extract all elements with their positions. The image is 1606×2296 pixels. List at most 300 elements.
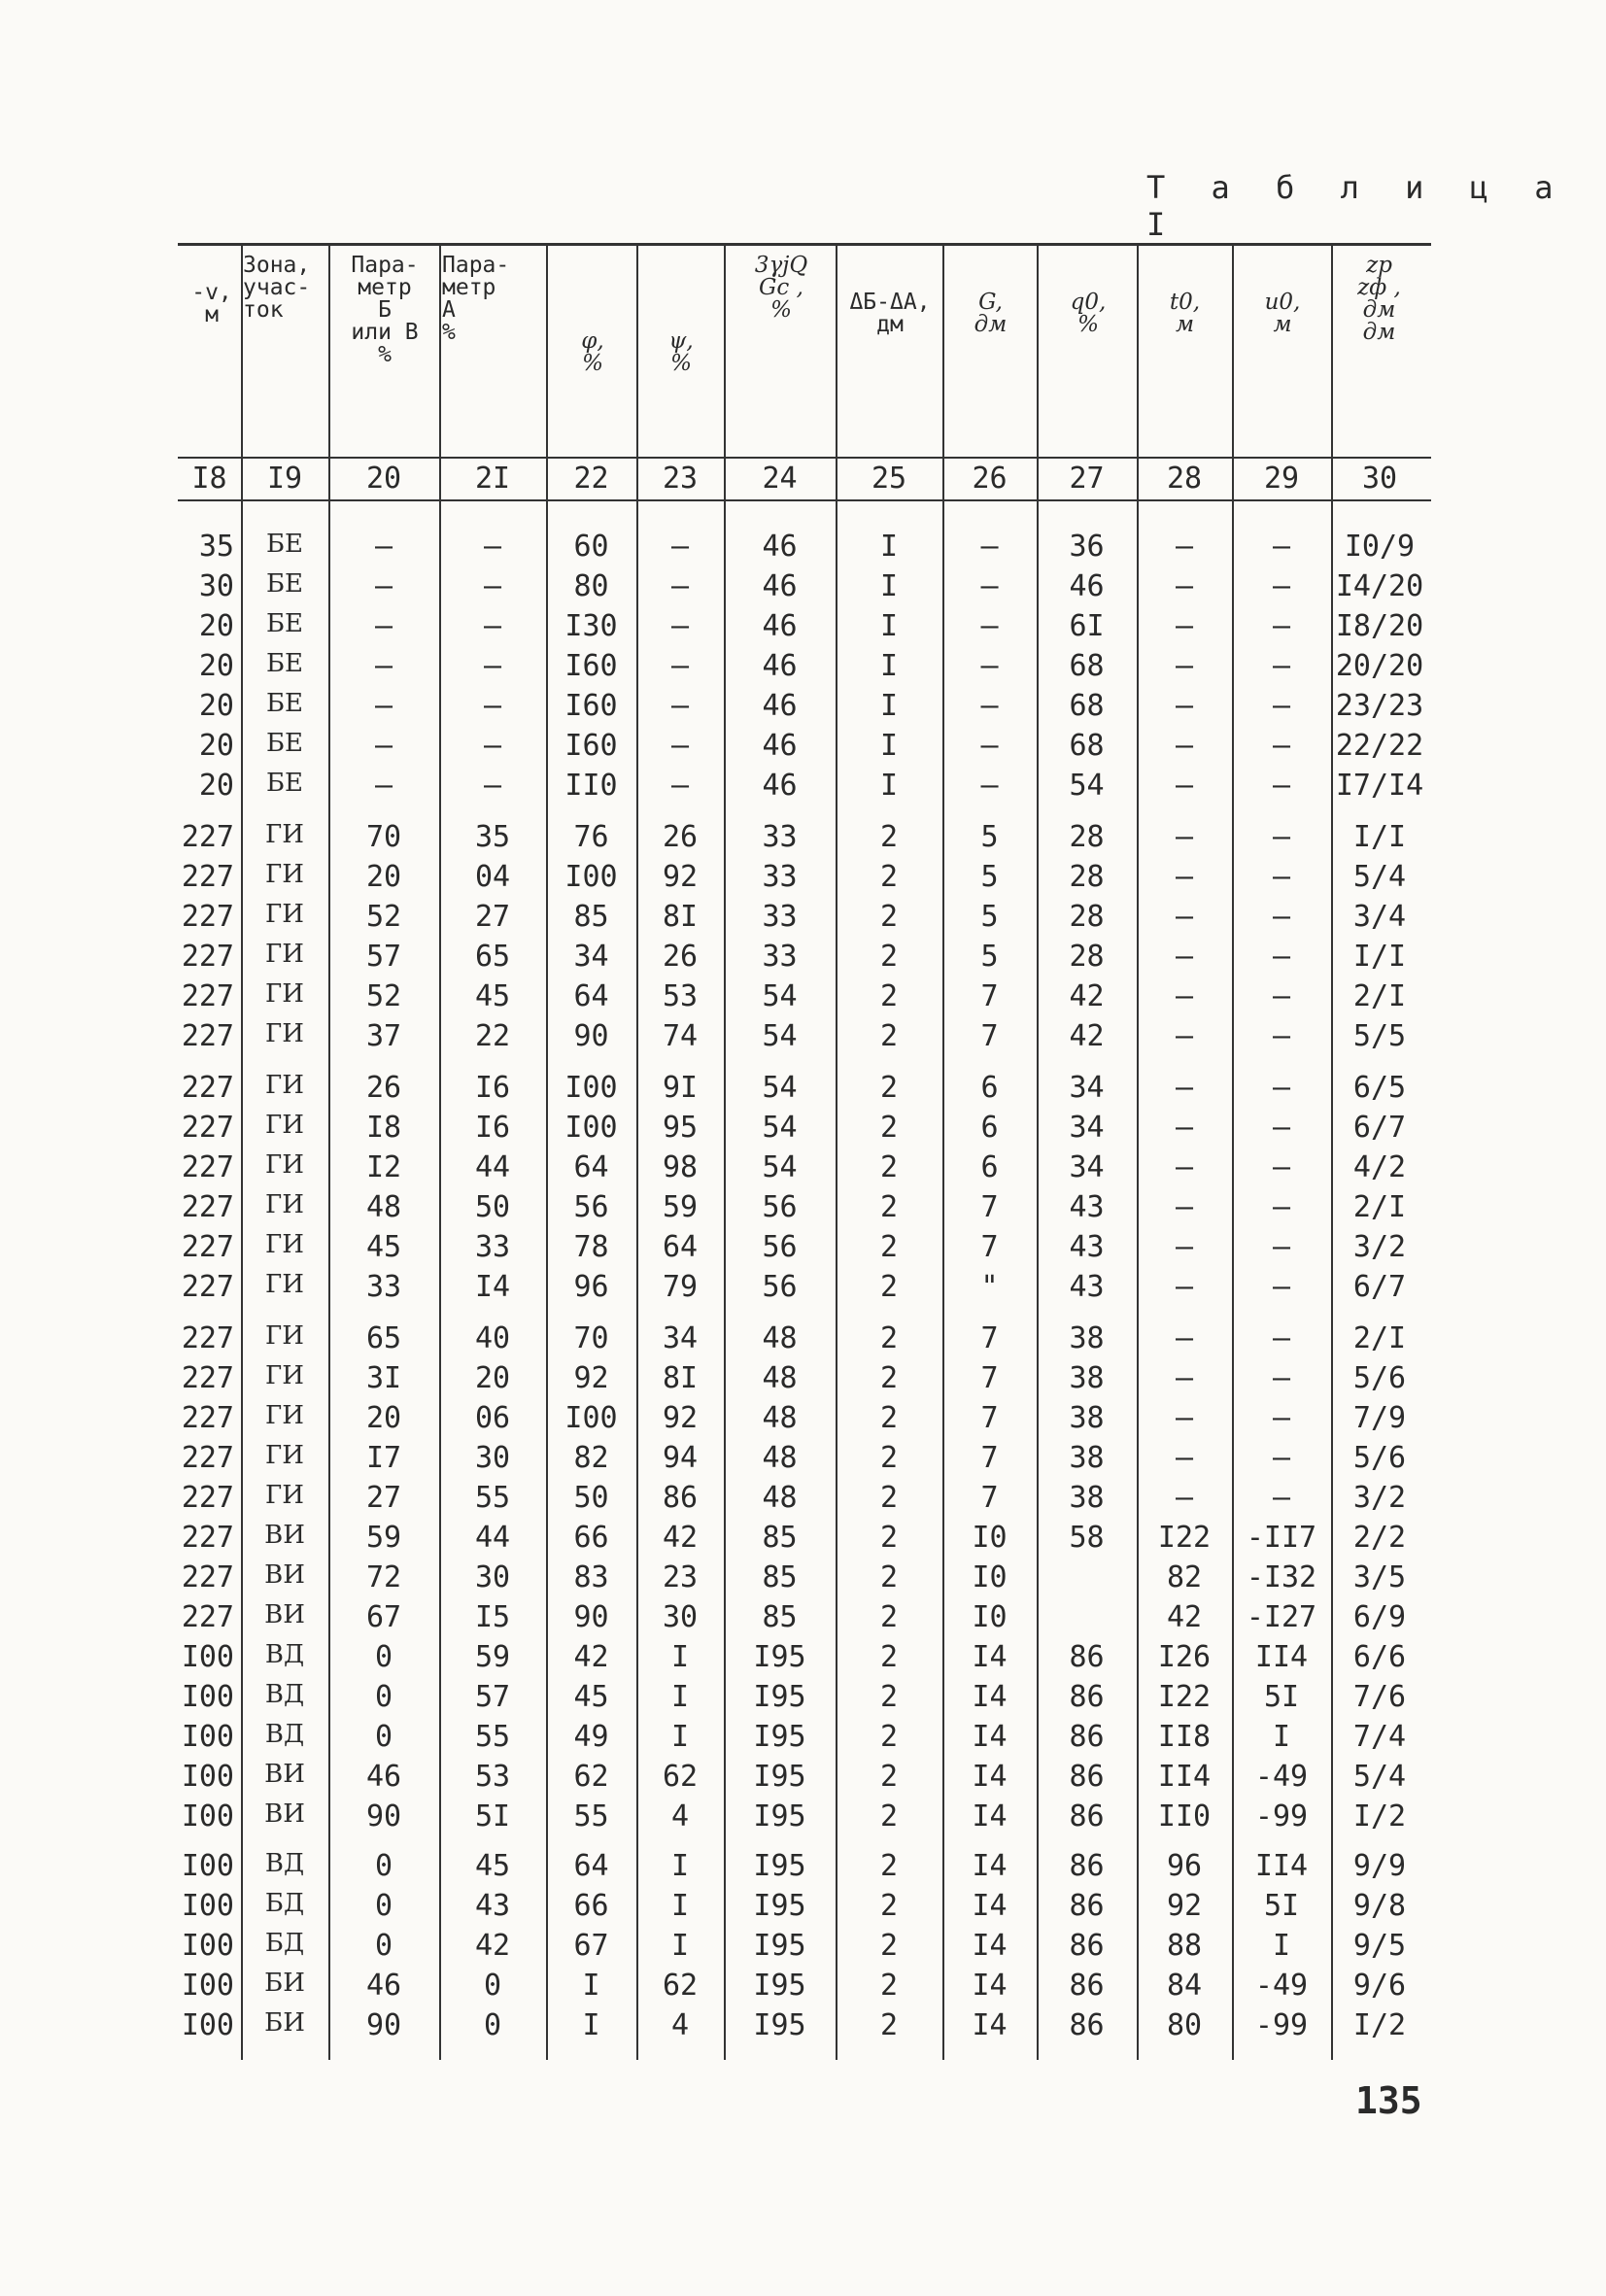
table-cell: 2 — [879, 1071, 899, 1105]
table-cell: 46 — [762, 689, 798, 723]
column-number: 23 — [662, 462, 699, 496]
table-cell: 53 — [474, 1760, 511, 1794]
header-col-28: t0, м — [1169, 290, 1201, 337]
table-cell: 46 — [762, 609, 798, 643]
table-cell: – — [980, 729, 999, 763]
table-cell: 40 — [474, 1321, 511, 1355]
table-cell: 85 — [573, 900, 609, 934]
table-cell: II4 — [1254, 1849, 1309, 1883]
table-cell: 227 — [181, 1361, 234, 1395]
table-cell: ГИ — [265, 860, 304, 889]
table-cell: 7/4 — [1352, 1720, 1407, 1754]
table-cell: 86 — [1069, 1720, 1105, 1754]
table-cell: 227 — [181, 1600, 234, 1634]
table-cell: – — [1272, 900, 1291, 934]
table-cell: – — [374, 649, 393, 683]
table-cell: I95 — [753, 1680, 806, 1714]
table-cell: 20 — [198, 729, 234, 763]
table-cell: ГИ — [265, 1481, 304, 1510]
table-cell: I5 — [474, 1600, 511, 1634]
table-cell: I95 — [753, 1799, 806, 1833]
table-cell: ГИ — [265, 1230, 304, 1259]
table-cell: ГИ — [265, 1111, 304, 1140]
table-cell: 28 — [1069, 860, 1105, 894]
table-cell: 26 — [662, 940, 699, 974]
table-cell: II4 — [1254, 1640, 1309, 1674]
table-cell: 2 — [879, 1441, 899, 1475]
table-cell: 23 — [662, 1560, 699, 1594]
table-cell: -I27 — [1246, 1600, 1317, 1634]
table-cell: – — [1272, 1111, 1291, 1145]
table-cell: 5 — [980, 820, 999, 854]
table-cell: I — [879, 530, 899, 564]
table-cell: 95 — [662, 1111, 699, 1145]
table-cell: 0 — [374, 1640, 393, 1674]
table-cell: – — [1272, 569, 1291, 603]
table-cell: – — [1175, 1111, 1194, 1145]
table-cell: I — [670, 1640, 690, 1674]
table-cell: 62 — [573, 1760, 609, 1794]
table-cell: 27 — [474, 900, 511, 934]
table-cell: 48 — [762, 1481, 798, 1515]
table-cell: 6/9 — [1352, 1600, 1407, 1634]
table-cell: БЕ — [265, 729, 304, 758]
table-cell: 27 — [365, 1481, 402, 1515]
table-cell: 227 — [181, 1019, 234, 1053]
table-cell: 5I — [1263, 1889, 1300, 1923]
table-cell: 30 — [474, 1441, 511, 1475]
table-cell: 2 — [879, 1019, 899, 1053]
table-cell: 9/8 — [1352, 1889, 1407, 1923]
table-cell: – — [374, 569, 393, 603]
table-cell: – — [1272, 820, 1291, 854]
table-cell: I — [879, 649, 899, 683]
table-cell: I4 — [972, 1969, 1008, 2003]
table-cell: – — [1272, 940, 1291, 974]
table-cell: -99 — [1254, 2008, 1309, 2042]
table-cell: 227 — [181, 1270, 234, 1304]
table-cell: 67 — [365, 1600, 402, 1634]
table-cell: I8/20 — [1335, 609, 1424, 643]
table-cell: I60 — [564, 649, 618, 683]
table-cell: 7 — [980, 1019, 999, 1053]
table-cell: 90 — [573, 1600, 609, 1634]
table-cell: – — [483, 689, 502, 723]
column-number: 22 — [573, 462, 609, 496]
table-cell: 5/6 — [1352, 1361, 1407, 1395]
table-cell: 30 — [662, 1600, 699, 1634]
table-cell: 86 — [1069, 1929, 1105, 1963]
table-cell: 48 — [365, 1190, 402, 1224]
table-cell: 86 — [1069, 1799, 1105, 1833]
table-cell: – — [1272, 1150, 1291, 1184]
table-cell: I8 — [365, 1111, 402, 1145]
table-cell: 7 — [980, 1441, 999, 1475]
table-cell: 35 — [474, 820, 511, 854]
table-cell: – — [1175, 530, 1194, 564]
table-cell: 85 — [762, 1560, 798, 1594]
table-cell: 45 — [365, 1230, 402, 1264]
table-cell: 36 — [1069, 530, 1105, 564]
table-cell: 90 — [365, 1799, 402, 1833]
table-cell: 50 — [573, 1481, 609, 1515]
table-cell: ГИ — [265, 1190, 304, 1219]
table-cell: 20 — [198, 689, 234, 723]
table-cell: 0 — [483, 1969, 502, 2003]
table-cell: 2 — [879, 1680, 899, 1714]
table-cell: – — [1272, 1401, 1291, 1435]
table-cell: ГИ — [265, 979, 304, 1009]
table-cell: 0 — [374, 1889, 393, 1923]
table-cell: 26 — [365, 1071, 402, 1105]
table-cell: 2 — [879, 1401, 899, 1435]
table-cell: 83 — [573, 1560, 609, 1594]
column-number: 26 — [972, 462, 1008, 496]
table-cell: 46 — [762, 729, 798, 763]
table-cell: ГИ — [265, 1361, 304, 1390]
column-number: 29 — [1263, 462, 1300, 496]
table-cell: 8I — [662, 900, 699, 934]
table-cell: 6 — [980, 1071, 999, 1105]
table-cell: 20 — [474, 1361, 511, 1395]
table-cell: ВД — [264, 1640, 305, 1669]
table-cell: I/I — [1352, 820, 1407, 854]
table-cell: – — [670, 769, 690, 803]
table-cell: 98 — [662, 1150, 699, 1184]
table-cell: I4 — [474, 1270, 511, 1304]
table-cell: 2 — [879, 1640, 899, 1674]
table-cell: I — [582, 2008, 600, 2042]
table-cell: БД — [264, 1929, 305, 1958]
table-cell: 54 — [762, 1150, 798, 1184]
table-cell: I95 — [753, 1969, 806, 2003]
table-cell: 46 — [762, 649, 798, 683]
table-cell: I6 — [474, 1071, 511, 1105]
table-cell: – — [1175, 1190, 1194, 1224]
column-number: 28 — [1166, 462, 1203, 496]
table-cell: 92 — [573, 1361, 609, 1395]
table-cell: – — [1272, 1071, 1291, 1105]
table-cell: 52 — [365, 979, 402, 1013]
table-cell: БЕ — [265, 609, 304, 638]
table-cell: 9/9 — [1352, 1849, 1407, 1883]
table-cell: 20 — [365, 1401, 402, 1435]
table-cell: 227 — [181, 820, 234, 854]
table-cell: 44 — [474, 1521, 511, 1555]
table-cell: I — [879, 729, 899, 763]
table-cell: 4/2 — [1352, 1150, 1407, 1184]
table-cell: 59 — [365, 1521, 402, 1555]
header-col-26: G, дм — [974, 290, 1008, 337]
table-cell: 06 — [474, 1401, 511, 1435]
table-cell: ГИ — [265, 1019, 304, 1048]
table-cell: 59 — [474, 1640, 511, 1674]
table-cell: I00 — [181, 1929, 234, 1963]
table-cell: II8 — [1157, 1720, 1212, 1754]
table-cell: – — [1272, 1321, 1291, 1355]
header-col-20: Пара- метр Б или В % — [351, 253, 419, 367]
table-cell: 3/5 — [1352, 1560, 1407, 1594]
table-cell: 70 — [365, 820, 402, 854]
table-cell: 227 — [181, 940, 234, 974]
table-cell: ВД — [264, 1849, 305, 1878]
table-cell: – — [1175, 979, 1194, 1013]
table-cell: I00 — [564, 1111, 618, 1145]
table-cell: 55 — [474, 1481, 511, 1515]
table-cell: 2 — [879, 860, 899, 894]
table-cell: 2 — [879, 1720, 899, 1754]
table-cell: БЕ — [265, 689, 304, 718]
table-cell: 88 — [1166, 1929, 1203, 1963]
table-cell: 86 — [1069, 1640, 1105, 1674]
table-cell: – — [1175, 820, 1194, 854]
table-cell: – — [980, 649, 999, 683]
table-cell: 0 — [374, 1929, 393, 1963]
table-cell: 227 — [181, 1481, 234, 1515]
table-cell: I4 — [972, 1849, 1008, 1883]
table-cell: I00 — [564, 860, 618, 894]
table-cell: 6/7 — [1352, 1270, 1407, 1304]
column-number: 2I — [474, 462, 511, 496]
header-col-29: u0, м — [1264, 290, 1301, 337]
table-cell: 56 — [762, 1270, 798, 1304]
table-cell: 35 — [198, 530, 234, 564]
table-cell: – — [1175, 569, 1194, 603]
table-cell: I00 — [564, 1401, 618, 1435]
table-cell: – — [1175, 940, 1194, 974]
table-cell: 5 — [980, 860, 999, 894]
table-cell: – — [1272, 769, 1291, 803]
table-cell: 28 — [1069, 900, 1105, 934]
table-cell: 6I — [1069, 609, 1105, 643]
table-cell: 50 — [474, 1190, 511, 1224]
table-cell: 38 — [1069, 1401, 1105, 1435]
table-cell: 58 — [1069, 1521, 1105, 1555]
table-cell: 227 — [181, 1111, 234, 1145]
table-cell: 60 — [573, 530, 609, 564]
table-cell: I — [582, 1969, 600, 2003]
table-cell: – — [1272, 1481, 1291, 1515]
table-cell: I00 — [181, 1889, 234, 1923]
table-cell: – — [1272, 689, 1291, 723]
table-cell: 227 — [181, 1230, 234, 1264]
table-cell: 46 — [762, 569, 798, 603]
table-cell: I0 — [972, 1521, 1008, 1555]
table-cell: 64 — [573, 1849, 609, 1883]
table-cell: 92 — [662, 860, 699, 894]
table-cell: 7 — [980, 979, 999, 1013]
table-cell: – — [483, 569, 502, 603]
table-cell: 2 — [879, 1600, 899, 1634]
table-cell: I — [879, 769, 899, 803]
table-cell: 42 — [1069, 1019, 1105, 1053]
table-cell: I4 — [972, 1889, 1008, 1923]
table-cell: 54 — [762, 1111, 798, 1145]
table-cell: ВИ — [264, 1799, 305, 1829]
table-cell: 22 — [474, 1019, 511, 1053]
table-cell: 56 — [573, 1190, 609, 1224]
table-cell: – — [980, 569, 999, 603]
table-cell: – — [1272, 609, 1291, 643]
table-cell: 45 — [573, 1680, 609, 1714]
table-cell: 20 — [365, 860, 402, 894]
table-cell: I4 — [972, 1640, 1008, 1674]
table-cell: 46 — [365, 1969, 402, 2003]
header-col-22: φ, % — [581, 328, 604, 376]
table-cell: I/2 — [1352, 1799, 1407, 1833]
table-cell: – — [670, 649, 690, 683]
table-cell: 43 — [1069, 1230, 1105, 1264]
table-cell: 2 — [879, 1929, 899, 1963]
table-cell: I00 — [181, 1640, 234, 1674]
table-cell: БИ — [264, 2008, 305, 2038]
table-cell: I95 — [753, 1929, 806, 1963]
table-cell: 30 — [474, 1560, 511, 1594]
table-cell: 5 — [980, 940, 999, 974]
table-cell: 20/20 — [1335, 649, 1424, 683]
table-cell: -I32 — [1246, 1560, 1317, 1594]
table-cell: 6/5 — [1352, 1071, 1407, 1105]
table-cell: 45 — [474, 1849, 511, 1883]
table-cell: -49 — [1254, 1760, 1309, 1794]
table-cell: – — [980, 609, 999, 643]
table-cell: 4 — [670, 1799, 690, 1833]
table-cell: 86 — [1069, 1760, 1105, 1794]
table-cell: I0 — [972, 1560, 1008, 1594]
table-cell: 28 — [1069, 820, 1105, 854]
table-cell: I — [1272, 1720, 1291, 1754]
table-cell: 2 — [879, 1760, 899, 1794]
table-cell: 9/6 — [1352, 1969, 1407, 2003]
table-cell: ВИ — [264, 1760, 305, 1789]
table-cell: I — [1272, 1929, 1291, 1963]
table-cell: 80 — [1166, 2008, 1203, 2042]
table-cell: – — [1175, 1019, 1194, 1053]
column-number: 25 — [871, 462, 907, 496]
header-col-18: -v, м — [191, 280, 232, 327]
table-cell: I — [670, 1720, 690, 1754]
table-cell: – — [1272, 649, 1291, 683]
rule-top — [178, 243, 1431, 246]
table-cell: – — [1175, 769, 1194, 803]
table-cell: I2 — [365, 1150, 402, 1184]
table-cell: – — [980, 689, 999, 723]
table-cell: – — [1175, 1230, 1194, 1264]
table-cell: 86 — [1069, 1969, 1105, 2003]
table-cell: 78 — [573, 1230, 609, 1264]
table-cell: I4 — [972, 1929, 1008, 1963]
table-cell: 227 — [181, 1150, 234, 1184]
table-cell: 64 — [662, 1230, 699, 1264]
table-cell: 26 — [662, 820, 699, 854]
table-cell: 48 — [762, 1361, 798, 1395]
table-cell: 5I — [474, 1799, 511, 1833]
table-cell: 5/4 — [1352, 860, 1407, 894]
table-cell: – — [1175, 689, 1194, 723]
table-cell: I/I — [1352, 940, 1407, 974]
table-cell: 2/I — [1352, 979, 1407, 1013]
table-cell: 68 — [1069, 649, 1105, 683]
table-cell: – — [1272, 979, 1291, 1013]
table-cell: – — [1272, 1190, 1291, 1224]
table-cell: 38 — [1069, 1361, 1105, 1395]
table-cell: 56 — [762, 1230, 798, 1264]
table-cell: БЕ — [265, 769, 304, 798]
table-cell: ВИ — [264, 1521, 305, 1550]
table-cell: 7 — [980, 1190, 999, 1224]
table-cell: 33 — [365, 1270, 402, 1304]
table-cell: 2/2 — [1352, 1521, 1407, 1555]
table-cell: 3/4 — [1352, 900, 1407, 934]
table-cell: ГИ — [265, 1150, 304, 1180]
table-cell: I00 — [181, 1760, 234, 1794]
table-cell: – — [670, 689, 690, 723]
table-cell: 227 — [181, 1321, 234, 1355]
table-cell: 3I — [365, 1361, 402, 1395]
table-cell: 64 — [573, 1150, 609, 1184]
table-cell: 0 — [374, 1849, 393, 1883]
table-cell: 227 — [181, 1560, 234, 1594]
table-cell: I95 — [753, 1849, 806, 1883]
table-cell: 42 — [474, 1929, 511, 1963]
table-cell: I — [879, 609, 899, 643]
table-cell: 34 — [662, 1321, 699, 1355]
table-cell: 2 — [879, 820, 899, 854]
table-cell: I22 — [1157, 1521, 1212, 1555]
table-cell: – — [1175, 1441, 1194, 1475]
table-cell: -99 — [1254, 1799, 1309, 1833]
table-cell: 6 — [980, 1111, 999, 1145]
table-cell: I30 — [564, 609, 618, 643]
table-cell: – — [1175, 860, 1194, 894]
table-cell: 86 — [1069, 1680, 1105, 1714]
table-cell: ВИ — [264, 1600, 305, 1629]
table-cell: 0 — [483, 2008, 502, 2042]
table-cell: I00 — [181, 2008, 234, 2042]
table-cell: 227 — [181, 900, 234, 934]
table-cell: 65 — [365, 1321, 402, 1355]
table-cell: 2 — [879, 1321, 899, 1355]
table-cell: I — [670, 1889, 690, 1923]
table-cell: I00 — [181, 1849, 234, 1883]
table-cell: 2 — [879, 1111, 899, 1145]
table-cell: БЕ — [265, 569, 304, 599]
table-cell: – — [1175, 1150, 1194, 1184]
table-cell: I26 — [1157, 1640, 1212, 1674]
table-cell: I95 — [753, 1640, 806, 1674]
table-cell: – — [483, 769, 502, 803]
table-cell: 8I — [662, 1361, 699, 1395]
table-cell: I0 — [972, 1600, 1008, 1634]
table-cell: I4 — [972, 1680, 1008, 1714]
table-cell: 0 — [374, 1720, 393, 1754]
table-cell: I00 — [181, 1969, 234, 2003]
table-cell: 44 — [474, 1150, 511, 1184]
table-cell: 82 — [1166, 1560, 1203, 1594]
table-cell: 54 — [762, 979, 798, 1013]
table-cell: 49 — [573, 1720, 609, 1754]
table-cell: – — [670, 729, 690, 763]
table-cell: 56 — [762, 1190, 798, 1224]
table-cell: – — [374, 530, 393, 564]
table-cell: 84 — [1166, 1969, 1203, 2003]
column-number: 27 — [1069, 462, 1105, 496]
table-cell: ВД — [264, 1720, 305, 1749]
table-cell: 90 — [573, 1019, 609, 1053]
column-number: 30 — [1361, 462, 1398, 496]
table-cell: 55 — [474, 1720, 511, 1754]
table-cell: 2 — [879, 900, 899, 934]
